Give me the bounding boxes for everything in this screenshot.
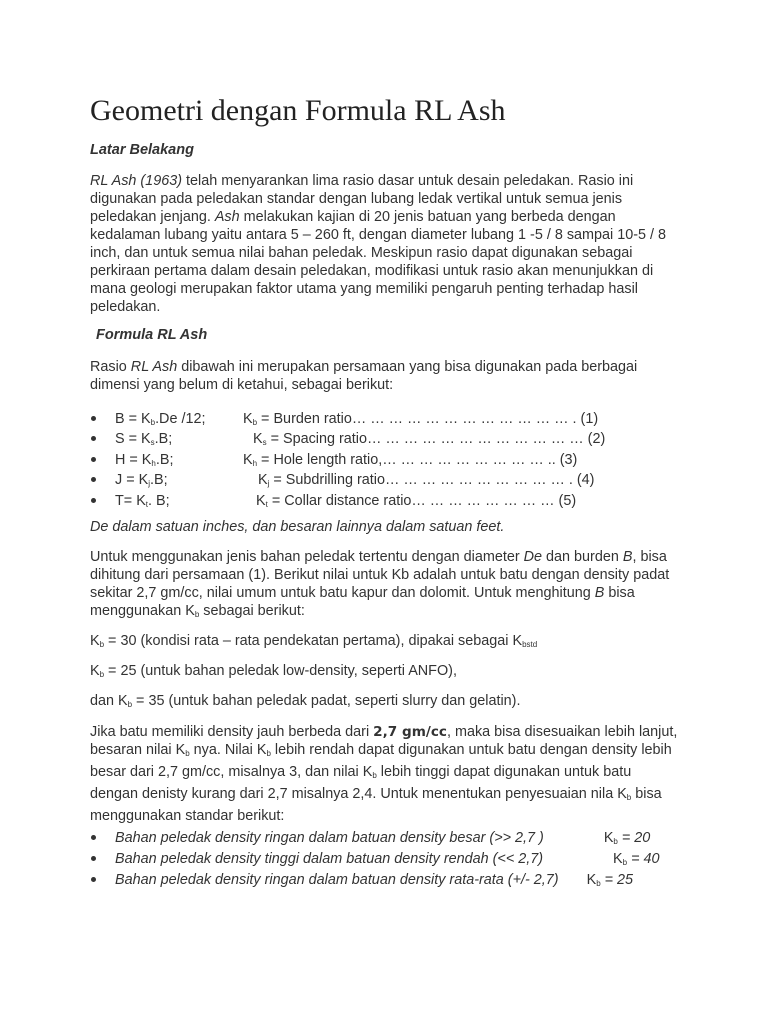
adjustment-list — [90, 830, 664, 892]
adjustment-item: Bahan peledak density ringan dalam batuan density rata-rata (+/- 2,7) $K_b = 25$ — [90, 872, 664, 892]
units-note: De dalam satuan inches, dan besaran lainnya dalam satuan feet. — [90, 519, 505, 535]
bullet-icon — [91, 835, 96, 840]
formula-item: $H = K_h.B$; $K_h$ = Hole length ratio,… … … … … … … … … .. (3) — [90, 452, 690, 472]
formula-list — [90, 411, 690, 513]
adjustment-item: Bahan peledak density tinggi dalam batuan density rendah (<< 2,7) $K_b = 40$ — [90, 851, 664, 871]
paragraph-explosive: Untuk menggunakan jenis bahan peledak tertentu dengan diameter De dan burden B, bisa dihitung dari persamaan (1). Berikut nilai untuk Kb adalah untuk batu dengan density padat sekitar 2,7 gm/cc, nilai umum untuk batu kapur dan dolomit. Untuk menghitung B bisa menggunakan $K_b$ sebagai berikut: — [90, 549, 670, 619]
paragraph-density-adjust: Jika batu memiliki density jauh berbeda dari 2,7 gm/cc, maka bisa disesuaikan lebih lanjut, besaran nilai $K_b$ nya. Nilai $K_b$ lebih rendah dapat digunakan untuk batu dengan density lebih besar dari 2,7 gm/cc, misalnya 3, dan nilai $K_b$ lebih tinggi dapat digunakan untuk batu dengan denisty kurang dari 2,7 misalnya 2,4. Untuk menentukan penyesuaian nila $K_b$ bisa menggunakan standar berikut: — [90, 724, 678, 824]
kb-value-35: dan $K_b = 35$ (untuk bahan peledak padat, seperti slurry dan gelatin). — [90, 693, 521, 709]
heading-formula: Formula RL Ash — [96, 327, 208, 343]
citation: RL Ash (1963) — [90, 173, 182, 189]
adjustment-item: Bahan peledak density ringan dalam batuan density besar (>> 2,7 ) $K_b = 20$ — [90, 830, 664, 850]
formula-item: $S = K_s.B$; $K_s$ = Spacing ratio… … … … … … … … … … … … (2) — [90, 431, 690, 451]
bullet-icon — [91, 477, 96, 482]
formula-item: $T= K_t$. B; $K_t$ = Collar distance ratio… … … … … … … … (5) — [90, 493, 690, 513]
kb-value-30: $K_b = 30$ (kondisi rata – rata pendekatan pertama), dipakai sebagai $K_{bstd}$ — [90, 633, 538, 649]
page-title: Geometri dengan Formula RL Ash — [90, 94, 506, 127]
paragraph-formula-intro: Rasio RL Ash dibawah ini merupakan persamaan yang bisa digunakan pada berbagai dimensi yang belum di ketahui, sebagai berikut: — [90, 359, 638, 393]
bullet-icon — [91, 457, 96, 462]
paragraph-background: RL Ash (1963) telah menyarankan lima rasio dasar untuk desain peledakan. Rasio ini digunakan pada peledakan standar dengan lubang ledak vertikal untuk semua jenis peledakan jenjang. Ash melakukan kajian di 20 jenis batuan yang berbeda dengan kedalaman lubang yaitu antara 5 – 260 ft, dengan diameter lubang 1 -5 / 8 sampai 10-5 / 8 inch, dan untuk semua nilai bahan peledak. Meskipun rasio dapat digunakan sebagai perkiraan pertama dalam desain peledakan, modifikasi untuk rasio akan menunjukkan di mana geologi merupakan faktor utama yang memiliki pengaruh penting terhadap hasil peledakan. — [90, 173, 667, 315]
bullet-icon — [91, 436, 96, 441]
bullet-icon — [91, 856, 96, 861]
formula-item: $B = K_b.De$ /12; $K_b$ = Burden ratio… … … … … … … … … … … … . (1) — [90, 411, 690, 431]
bullet-icon — [91, 498, 96, 503]
heading-latar-belakang: Latar Belakang — [90, 142, 194, 158]
bullet-icon — [91, 416, 96, 421]
formula-item: $J = K_j.B$; $K_j$ = Subdrilling ratio… … … … … … … … … … . (4) — [90, 472, 690, 492]
bullet-icon — [91, 877, 96, 882]
kb-value-25: $K_b = 25$ (untuk bahan peledak low-density, seperti ANFO), — [90, 663, 457, 679]
